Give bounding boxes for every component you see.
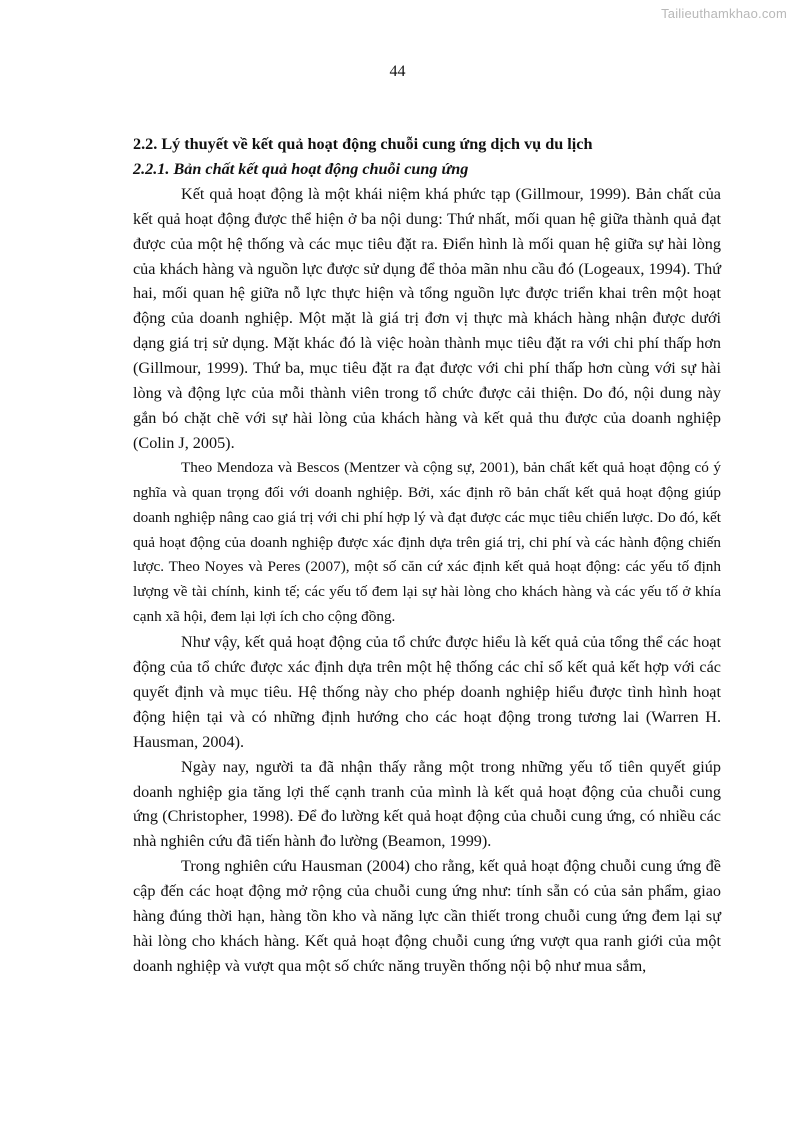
section-heading: 2.2. Lý thuyết về kết quả hoạt động chuỗi cung ứng dịch vụ du lịch (133, 135, 593, 153)
paragraph: Theo Mendoza và Bescos (Mentzer và cộng sự, 2001), bản chất kết quả hoạt động có ý nghĩa và quan trọng đối với doanh nghiệp. Bởi, xác định rõ bản chất kết quả hoạt động giúp doanh nghiệp nâng cao giá trị với chi phí hợp lý và đạt được các mục tiêu chiến lược. Do đó, kết quả hoạt động của doanh nghiệp được xác định dựa trên giá trị, chi phí và các hành động chiến lược. Theo Noyes và Peres (2007), một số căn cứ xác định kết quả hoạt động: các yếu tố định lượng về tài chính, kinh tế; các yếu tố đem lại sự hài lòng cho khách hàng và các yếu tố ở khía cạnh xã hội, đem lại lợi ích cho cộng đồng. (133, 458, 721, 626)
subsection-heading: 2.2.1. Bản chất kết quả hoạt động chuỗi cung ứng (133, 159, 469, 178)
paragraph: Trong nghiên cứu Hausman (2004) cho rằng, kết quả hoạt động chuỗi cung ứng đề cập đến các hoạt động mở rộng của chuỗi cung ứng như: tính sẵn có của sản phẩm, giao hàng đúng thời hạn, hàng tồn kho và năng lực cần thiết trong chuỗi cung ứng đem lại sự hài lòng cho khách hàng. Kết quả hoạt động chuỗi cung ứng vượt qua ranh giới của một doanh nghiệp và vượt qua một số chức năng truyền thống nội bộ như mua sắm, (133, 857, 721, 975)
watermark: Tailieuthamkhao.com (661, 6, 787, 21)
paragraph: Kết quả hoạt động là một khái niệm khá phức tạp (Gillmour, 1999). Bản chất của kết quả hoạt động được thể hiện ở ba nội dung: Thứ nhất, mối quan hệ giữa thành quả đạt được của một hệ thống và các mục tiêu đặt ra. Điển hình là mối quan hệ giữa sự hài lòng của khách hàng và nguồn lực được sử dụng để thỏa mãn nhu cầu đó (Logeaux, 1994). Thứ hai, mối quan hệ giữa nỗ lực thực hiện và tổng nguồn lực được triển khai trên một hoạt động của doanh nghiệp. Một mặt là giá trị đơn vị thực mà khách hàng nhận được dưới dạng giá trị sử dụng. Mặt khác đó là việc hoàn thành mục tiêu đặt ra với chi phí thấp hơn (Gillmour, 1999). Thứ ba, mục tiêu đặt ra đạt được với chi phí thấp hơn cùng với sự hài lòng và động lực của mỗi thành viên trong tổ chức được cải thiện. Do đó, nội dung này gắn bó chặt chẽ với sự hài lòng của khách hàng và kết quả thu được của doanh nghiệp (Colin J, 2005). (133, 184, 721, 452)
paragraph: Ngày nay, người ta đã nhận thấy rằng một trong những yếu tố tiên quyết giúp doanh nghiệp gia tăng lợi thế cạnh tranh của mình là kết quả hoạt động của chuỗi cung ứng (Christopher, 1998). Để đo lường kết quả hoạt động của chuỗi cung ứng, có nhiều các nhà nghiên cứu đã tiến hành đo lường (Beamon, 1999). (133, 757, 721, 851)
page-number: 44 (389, 63, 406, 80)
paragraph: Như vậy, kết quả hoạt động của tổ chức được hiểu là kết quả của tổng thể các hoạt động của tổ chức được xác định dựa trên một hệ thống các chỉ số kết quả kết hợp với các quyết định và mục tiêu. Hệ thống này cho phép doanh nghiệp hiểu được tình hình hoạt động hiện tại và có những định hướng cho các hoạt động trong tương lai (Warren H. Hausman, 2004). (133, 633, 721, 751)
document-body (133, 132, 721, 979)
